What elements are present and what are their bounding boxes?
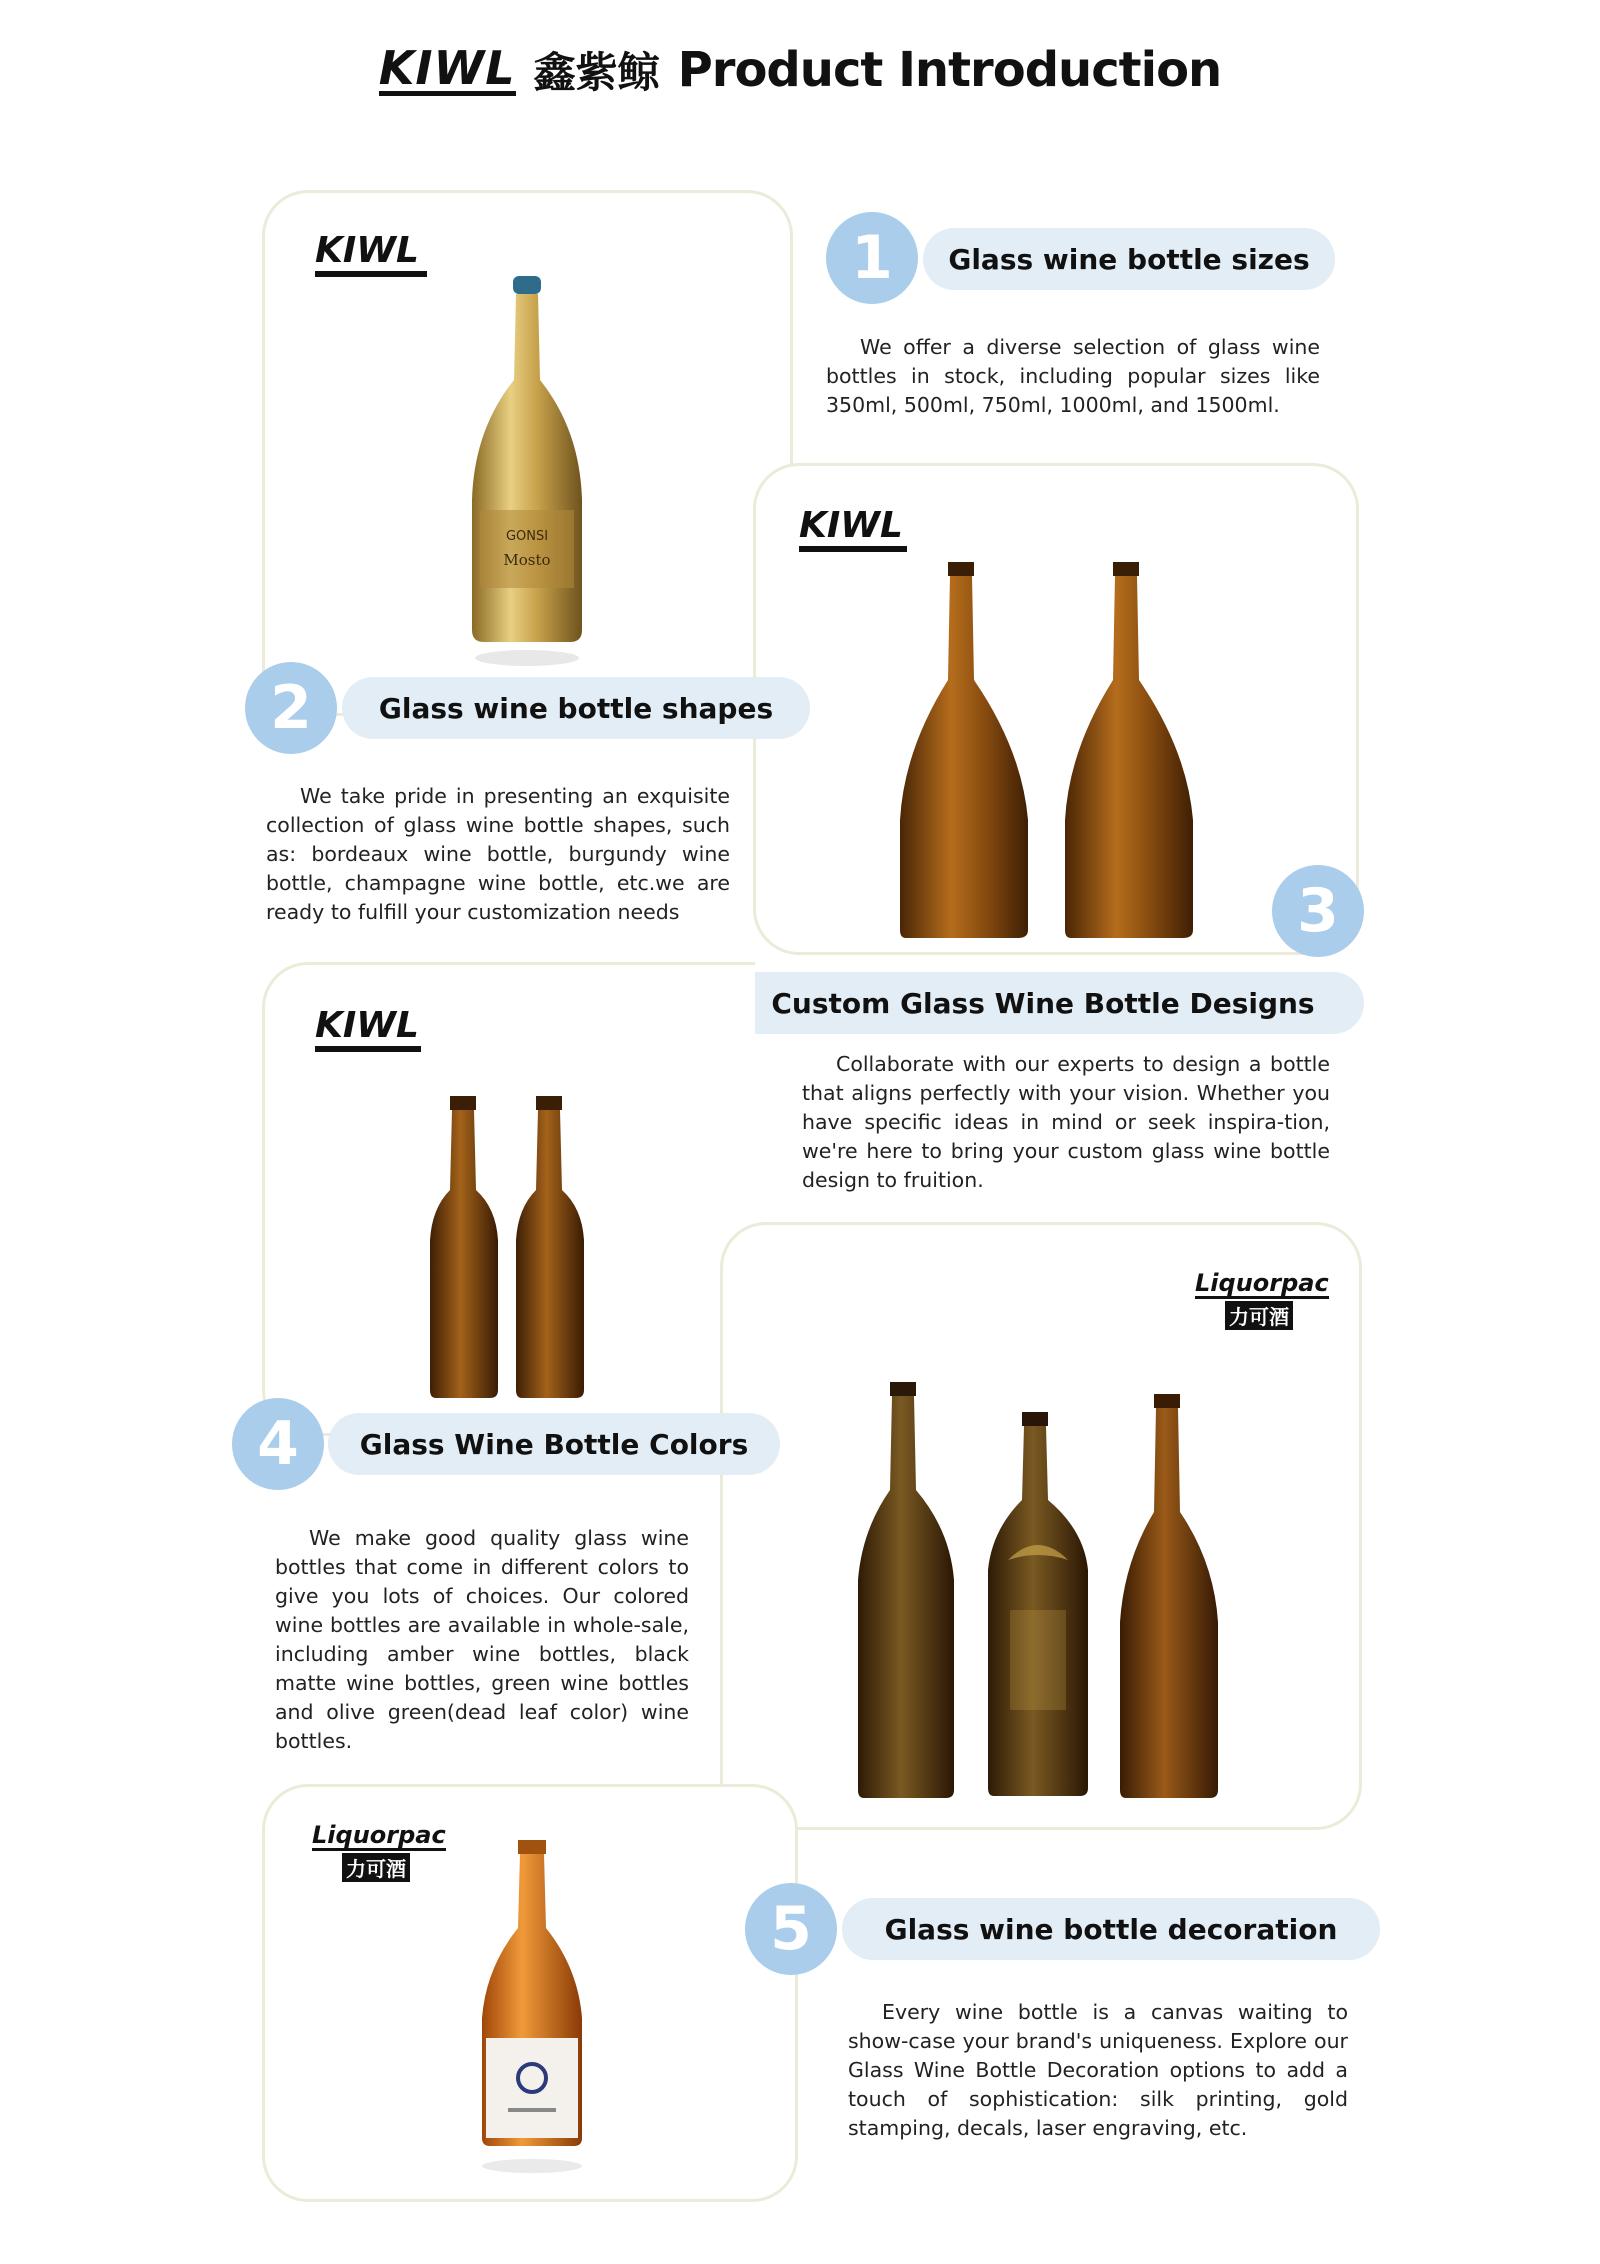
section-3-description: Collaborate with our experts to design a bottle that aligns perfectly with your vision. Whether you have specific ideas in mind or seek inspira-tion, we're here to bring your custom glass wine bottle design to fruition. [802, 1052, 1330, 1192]
brand-logo-liquorpac-1 [1195, 1270, 1329, 1330]
section-1-description: We offer a diverse selection of glass wine bottles in stock, including popular sizes like 350ml, 500ml, 750ml, 1000ml, and 1500ml. [826, 335, 1320, 417]
svg-text:Mosto: Mosto [503, 551, 551, 569]
svg-text:GONSI: GONSI [505, 529, 549, 544]
brand-mark: Liquorpac [1195, 1269, 1329, 1297]
orange-bottle-image [478, 1838, 588, 2178]
section-3-number: 3 [1272, 865, 1364, 957]
brand-mark: KIWL [315, 1005, 419, 1046]
section-4-number: 4 [232, 1398, 324, 1490]
two-small-bottles-image [430, 1090, 590, 1410]
header-logo: KIWL [378, 40, 516, 95]
brand-mark: KIWL [799, 505, 903, 546]
section-5-description: Every wine bottle is a canvas waiting to show-case your brand's uniqueness. Explore our Glass Wine Bottle Decoration options to add a touch of sophistication: silk printing, gold stamping, decals, laser engraving, etc. [848, 2000, 1348, 2140]
brand-logo-liquorpac-2 [312, 1822, 446, 1882]
header-logo-cn: 鑫紫鲸 [533, 48, 660, 97]
brand-logo-kiwl-2 [799, 505, 907, 552]
section-4-description: We make good quality glass wine bottles that come in different colors to give you lots of choices. Our colored wine bottles are available in whole-sale, including amber wine bottles, black matte wine bottles, green wine bottles and olive green(dead leaf color) wine bottles. [275, 1526, 689, 1753]
brand-mark-cn: 力可酒 [342, 1853, 410, 1882]
brand-logo-kiwl-1 [315, 230, 427, 277]
brand-mark: KIWL [315, 230, 419, 271]
section-1-number: 1 [826, 212, 918, 304]
page-title: Product Introduction [677, 42, 1222, 98]
section-5-number: 5 [745, 1883, 837, 1975]
brand-logo-kiwl-3 [315, 1005, 421, 1052]
section-4-title: Glass Wine Bottle Colors [328, 1413, 780, 1475]
section-2-title: Glass wine bottle shapes [342, 677, 810, 739]
section-3-title: Custom Glass Wine Bottle Designs [722, 972, 1364, 1034]
brand-mark-cn: 力可酒 [1225, 1301, 1293, 1330]
two-amber-bottles-image [900, 560, 1220, 940]
page-header [0, 30, 1600, 110]
section-2-description: We take pride in presenting an exquisite collection of glass wine bottle shapes, such as: bordeaux wine bottle, burgundy wine bottle, champagne wine bottle, etc.we are ready to fulfill your customization needs [266, 784, 730, 924]
brand-mark: Liquorpac [312, 1821, 446, 1849]
section-5-title: Glass wine bottle decoration [842, 1898, 1380, 1960]
gold-bottle-image [470, 270, 600, 670]
section-2-number: 2 [245, 662, 337, 754]
three-bottles-image [858, 1380, 1228, 1805]
section-1-title: Glass wine bottle sizes [923, 228, 1335, 290]
